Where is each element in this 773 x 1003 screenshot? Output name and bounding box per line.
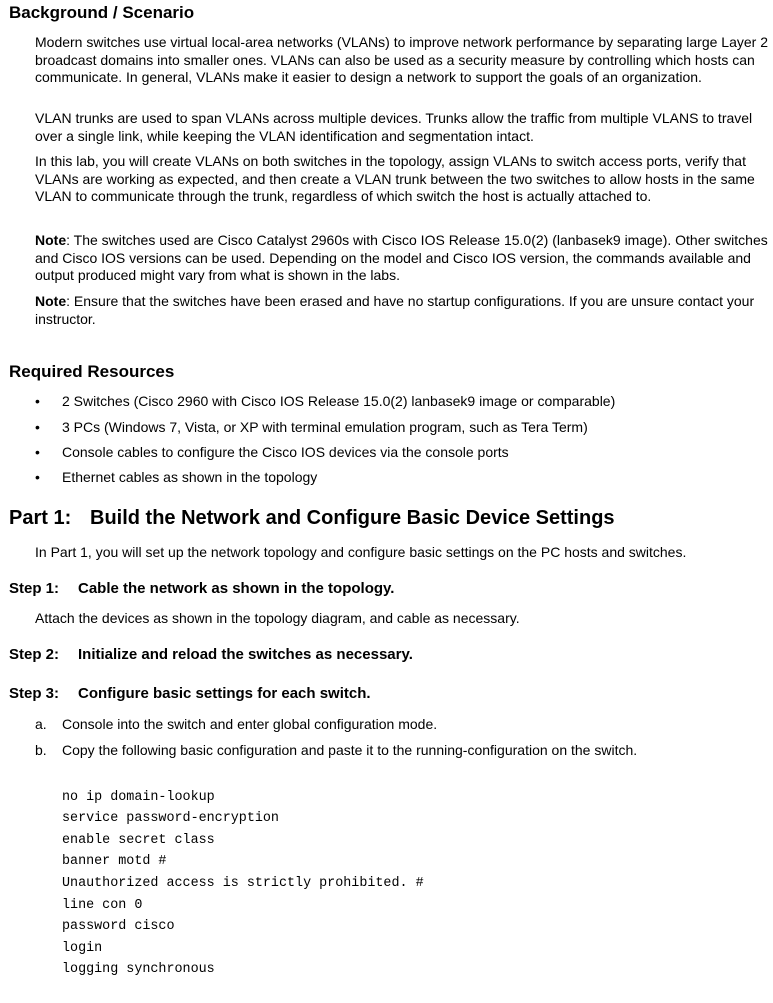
- list-item: [35, 444, 509, 461]
- part1-heading: [9, 507, 615, 530]
- bullet-icon: •: [35, 469, 40, 485]
- code-line: Unauthorized access is strictly prohibited. #: [62, 875, 424, 891]
- list-item: [35, 393, 615, 410]
- list-item-text: Ethernet cables as shown in the topology: [62, 469, 318, 485]
- step-number: Step 2:: [9, 646, 60, 663]
- list-item-text: Console cables to configure the Cisco IOS devices via the console ports: [62, 444, 509, 460]
- resources-heading: Required Resources: [9, 362, 175, 381]
- note-label: Note: [35, 293, 67, 309]
- code-line: service password-encryption: [62, 811, 279, 827]
- code-line: login: [62, 940, 103, 956]
- bullet-icon: •: [35, 393, 40, 409]
- code-line: logging synchronous: [62, 962, 215, 978]
- step-number: Step 1:: [9, 580, 60, 597]
- step1-heading: [9, 580, 394, 597]
- code-line: no ip domain-lookup: [62, 789, 215, 805]
- note-paragraph-2: [35, 293, 770, 328]
- note-text: : Ensure that the switches have been erased and have no startup configurations. If you are unsure contact your instructor.: [35, 293, 755, 327]
- step-title: Cable the network as shown in the topology.: [78, 580, 395, 597]
- code-line: password cisco: [62, 919, 175, 935]
- code-line: banner motd #: [62, 854, 167, 870]
- bullet-icon: •: [35, 444, 40, 460]
- code-line: enable secret class: [62, 832, 215, 848]
- item-letter: b.: [35, 742, 47, 758]
- part-title: Build the Network and Configure Basic Device Settings: [90, 507, 615, 529]
- list-item-text: 2 Switches (Cisco 2960 with Cisco IOS Release 15.0(2) lanbasek9 image or comparable): [62, 393, 616, 409]
- note-paragraph-1: [35, 232, 770, 285]
- list-item: [35, 469, 317, 486]
- item-text: Copy the following basic configuration and paste it to the running-configuration on the switch.: [62, 742, 638, 758]
- background-paragraph-3: In this lab, you will create VLANs on both switches in the topology, assign VLANs to switch access ports, verify that VLANs are working as expected, and then create a VLAN trunk between the two switches to allow hosts in the same VLAN to communicate through the trunk, regardless of which switch the host is actually attached to.: [35, 153, 755, 205]
- step-title: Configure basic settings for each switch.: [78, 685, 371, 702]
- background-paragraph-2: VLAN trunks are used to span VLANs across multiple devices. Trunks allow the traffic from multiple VLANS to travel over a single link, while keeping the VLAN identification and segmentation intact.: [35, 110, 753, 144]
- config-code-block: [62, 765, 424, 1003]
- note-label: Note: [35, 232, 67, 248]
- bullet-icon: •: [35, 419, 40, 435]
- note-text: : The switches used are Cisco Catalyst 2960s with Cisco IOS Release 15.0(2) (lanbasek9 image). Other switches and Cisco IOS versions can be used. Depending on the model and Cisco IOS version, the commands available and output produced might vary from what is shown in the labs.: [35, 232, 768, 284]
- list-item: [35, 419, 588, 436]
- item-letter: a.: [35, 716, 47, 732]
- background-paragraph-1: Modern switches use virtual local-area networks (VLANs) to improve network performance by separating large Layer 2 broadcast domains into smaller ones. VLANs can also be used as a security measure by controlling which hosts can communicate. In general, VLANs make it easier to design a network to support the goals of an organization.: [35, 34, 768, 86]
- step3-item-b: [35, 742, 637, 759]
- background-heading: Background / Scenario: [9, 3, 195, 22]
- part-number: Part 1:: [9, 507, 72, 529]
- list-item-text: 3 PCs (Windows 7, Vista, or XP with terminal emulation program, such as Tera Term): [62, 419, 588, 435]
- step-title: Initialize and reload the switches as necessary.: [78, 646, 413, 663]
- step1-text: Attach the devices as shown in the topology diagram, and cable as necessary.: [35, 610, 520, 626]
- step3-heading: [9, 685, 371, 702]
- item-text: Console into the switch and enter global configuration mode.: [62, 716, 438, 732]
- step3-item-a: [35, 716, 437, 733]
- step-number: Step 3:: [9, 685, 60, 702]
- part1-intro: In Part 1, you will set up the network topology and configure basic settings on the PC hosts and switches.: [35, 544, 687, 560]
- code-line: line con 0: [62, 897, 143, 913]
- step2-heading: [9, 646, 413, 663]
